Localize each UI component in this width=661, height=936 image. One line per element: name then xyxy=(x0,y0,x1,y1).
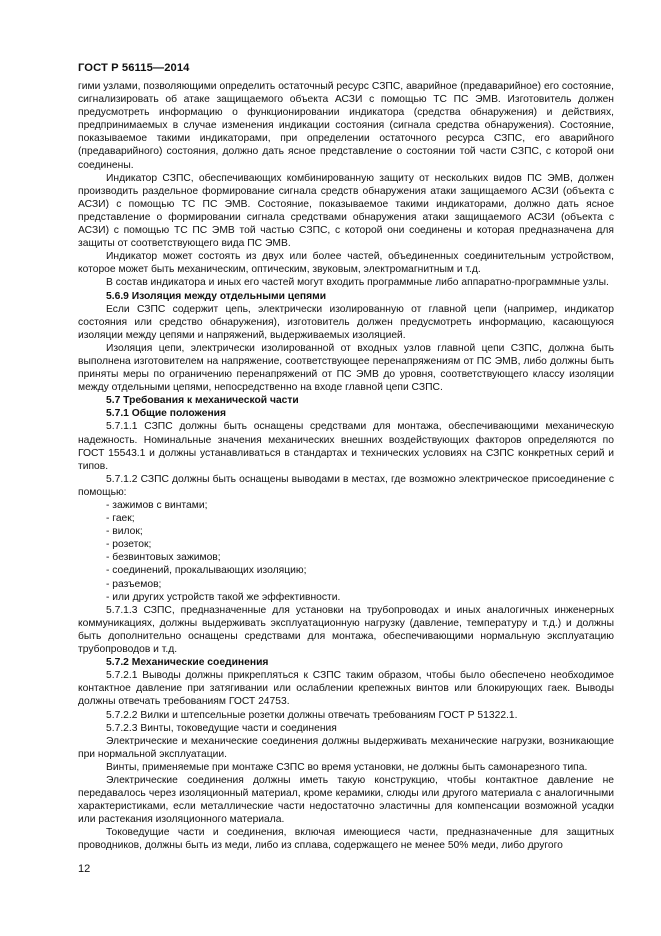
list-item: - гаек; xyxy=(106,513,135,525)
list-item: - разъемов; xyxy=(106,578,162,590)
paragraph: Электрические соединения должны иметь такую конструкцию, чтобы контактное давление не передавалось через изоляционный материал, кроме керамики, слюды или другого материала с аналогичными характеристиками, если металлические части недостаточно эластичны для компенсации возможной усадки или растекания изоляционного материала. xyxy=(78,774,614,826)
list-item: - розеток; xyxy=(106,539,152,551)
document-header: ГОСТ Р 56115—2014 xyxy=(78,62,190,74)
paragraph: Электрические и механические соединения должны выдерживать механические нагрузки, возникающие при нормальной эксплуатации. xyxy=(78,735,614,760)
list-item: - вилок; xyxy=(106,526,143,538)
paragraph: Токоведущие части и соединения, включая имеющиеся части, предназначенные для защитных проводников, должны быть из меди, либо из сплава, содержащего не менее 50% меди, либо другого xyxy=(78,827,614,852)
section-heading: 5.6.9 Изоляция между отдельными цепями xyxy=(106,290,327,302)
paragraph: 5.7.2.2 Вилки и штепсельные розетки должны отвечать требованиям ГОСТ Р 51322.1. xyxy=(106,709,518,721)
paragraph: гими узлами, позволяющими определить остаточный ресурс СЗПС, аварийное (предаварийное) его состояние, сигнализировать об атаке защищаемого объекта АСЗИ с помощью ТС ПС ЭМВ. Изготовитель должен предусмотреть информацию о функционировании индикатора (средства обнаружения) и действиях, предпринимаемых в случае изменения индикации состояния (сигнала средства обнаружения). Состояние, показываемое такими индикаторами, при определении остаточного ресурса СЗПС, его аварийного (предаварийного) состояния, должно дать ясное представление о состоянии той части СЗПС, с которой они соединены. xyxy=(78,81,614,171)
paragraph: Изоляция цепи, электрически изолированной от входных узлов главной цепи СЗПС, должна быть выполнена изготовителем на напряжение, соответствующее перенапряжениям от ПС ЭМВ, либо должны быть приняты меры по ограничению перенапряжений от ПС ЭМВ до уровня, соответствующего классу изоляции между отдельными цепями, непосредственно на входе главной цепи СЗПС. xyxy=(78,342,614,394)
paragraph: 5.7.2.1 Выводы должны прикрепляться к СЗПС таким образом, чтобы было обеспечено необходимое контактное давление при затягивании или ослаблении крепежных винтов или блокирующих гаек. Выводы должны отвечать требованиям ГОСТ 24753. xyxy=(78,670,614,708)
section-heading: 5.7 Требования к механической части xyxy=(106,395,299,407)
list-item: - зажимов с винтами; xyxy=(106,500,208,511)
paragraph: 5.7.1.3 СЗПС, предназначенные для установки на трубопроводах и иных аналогичных инженерных коммуникациях, должны выдерживать эксплуатационную нагрузку (давление, температуру и т.д.) и должны быть дополнительно оснащены средствами для монтажа, обеспечивающими нормальную эксплуатацию трубопроводов и т.д. xyxy=(78,604,614,656)
list-item: - или других устройств такой же эффективности. xyxy=(106,591,341,603)
page-number: 12 xyxy=(78,863,91,875)
paragraph: Индикатор СЗПС, обеспечивающих комбинированную защиту от нескольких видов ПС ЭМВ, должен производить раздельное формирование сигнала средств обнаружения атаки защищаемого АСЗИ (объекта с АСЗИ) с помощью ТС ПС ЭМВ. Состояние, показываемое такими индикаторами, должно дать ясное представление о формировании сигнала средствами обнаружения атаки защищаемого АСЗИ (объекта с АСЗИ) с помощью ТС ПС ЭМВ той частью СЗПС, с которой они соединены и которая предназначена для защиты от соответствующего вида ПС ЭМВ. xyxy=(78,172,614,250)
paragraph: 5.7.1.2 СЗПС должны быть оснащены выводами в местах, где возможно электрическое присоединение с помощью: xyxy=(78,473,614,498)
list-item: - соединений, прокалывающих изоляцию; xyxy=(106,565,307,577)
paragraph: Винты, применяемые при монтаже СЗПС во время установки, не должны быть самонарезного типа. xyxy=(106,761,588,773)
document-body xyxy=(78,80,614,853)
section-heading: 5.7.2 Механические соединения xyxy=(106,657,269,669)
paragraph: Индикатор может состоять из двух или более частей, объединенных соединительным устройством, которое может быть механическим, оптическим, звуковым, электромагнитным и т.д. xyxy=(78,251,614,276)
paragraph: В состав индикатора и иных его частей могут входить программные либо аппаратно-программные узлы. xyxy=(106,277,609,289)
paragraph: Если СЗПС содержит цепь, электрически изолированную от главной цепи (например, индикатор состояния или средство обнаружения), изготовитель должен предусмотреть информацию, касающуюся изоляции между цепями и напряжений, выдерживаемых изоляцией. xyxy=(78,303,614,341)
section-heading: 5.7.1 Общие положения xyxy=(106,408,226,420)
paragraph: 5.7.1.1 СЗПС должны быть оснащены средствами для монтажа, обеспечивающими механическую надежность. Номинальные значения механических внешних воздействующих факторов определяются по ГОСТ 15543.1 и должны устанавливаться в стандартах и технических условиях на СЗПС конкретных серий и типов. xyxy=(78,421,614,472)
paragraph: 5.7.2.3 Винты, токоведущие части и соединения xyxy=(106,722,337,734)
list-item: - безвинтовых зажимов; xyxy=(106,552,221,564)
